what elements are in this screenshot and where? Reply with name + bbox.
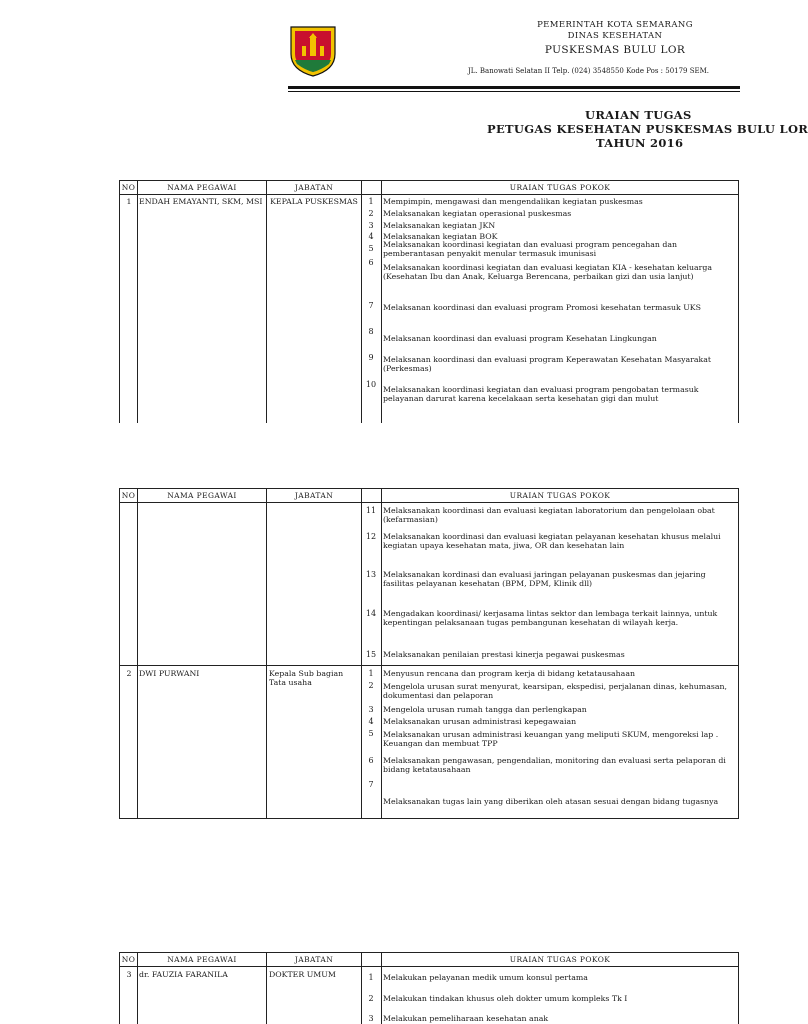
- task-text: Melaksanakan penilaian prestasi kinerja pegawai puskesmas: [383, 650, 625, 659]
- task-text: Melaksanakan kegiatan BOK: [383, 232, 498, 241]
- task-number: 3: [368, 1014, 374, 1023]
- task-number: 12: [365, 532, 377, 541]
- task-number: 10: [365, 380, 377, 389]
- task-number: 15: [365, 650, 377, 659]
- header-address: JL. Banowati Selatan II Telp. (024) 3548550 Kode Pos : 50179 SEM.: [468, 67, 710, 75]
- task-text: Melaksanakan koordinasi kegiatan dan evaluasi kegiatan KIA - kesehatan keluarga (Kesehatan Ibu dan Anak, Keluarga Berencana, perbaikan gizi dan usia lanjut): [383, 263, 712, 282]
- duty-table-3: [119, 952, 739, 1024]
- task-text: Melaksanakan koordinasi dan evaluasi kegiatan pelayanan kesehatan khusus melalui kegiatan upaya kesehatan mata, jiwa, OR dan kesehatan lain: [383, 532, 721, 551]
- task-number: 13: [365, 570, 377, 579]
- col-header-no: NO: [121, 183, 136, 192]
- col-header-jabatan: JABATAN: [294, 491, 334, 500]
- table-header: [120, 489, 738, 503]
- task-text: Melakukan pelayanan medik umum konsul pertama: [383, 973, 588, 982]
- task-text: Melaksanan koordinasi dan evaluasi program Promosi kesehatan termasuk UKS: [383, 303, 701, 312]
- col-header-nama: NAMA PEGAWAI: [167, 491, 237, 500]
- col-header-nama: NAMA PEGAWAI: [167, 183, 237, 192]
- task-text: Mengadakan koordinasi/ kerjasama lintas sektor dan lembaga terkait lainnya, untuk kepentingan pelaksanaan tugas pembangunan kesehatan di wilayah kerja.: [383, 609, 718, 628]
- task-number: 9: [368, 353, 374, 362]
- city-crest-logo: [288, 24, 338, 78]
- task-text: Melaksanakan urusan administrasi keuangan yang meliputi SKUM, mengoreksi lap . Keuangan dan membuat TPP: [383, 730, 719, 749]
- task-number: 3: [368, 705, 374, 714]
- row-no: 3: [126, 970, 132, 979]
- col-header-nama: NAMA PEGAWAI: [167, 955, 237, 964]
- task-number: 4: [368, 232, 374, 241]
- task-text: Melaksanan koordinasi dan evaluasi program Kesehatan Lingkungan: [383, 334, 657, 343]
- task-text: Melaksanakan koordinasi dan evaluasi kegiatan laboratorium dan pengelolaan obat (kefarmasian): [383, 506, 715, 525]
- table-header: [120, 953, 738, 967]
- task-number: 14: [365, 609, 377, 618]
- task-text: Melaksanakan urusan administrasi kepegawaian: [383, 717, 577, 726]
- task-number: 3: [368, 221, 374, 230]
- row-nama: dr. FAUZIA FARANILA: [139, 970, 228, 979]
- task-text: Melaksanakan kegiatan JKN: [383, 221, 496, 230]
- task-text: Melaksanakan kegiatan operasional puskesmas: [383, 209, 572, 218]
- task-text: Mengelola urusan surat menyurat, kearsipan, ekspedisi, perjalanan dinas, kehumasan, dokumentasi dan pelaporan: [383, 682, 727, 701]
- duty-table-2: [119, 488, 739, 819]
- doc-title: URAIAN TUGAS: [585, 108, 692, 122]
- doc-year: TAHUN 2016: [596, 136, 684, 150]
- header-rule-thick: [288, 86, 740, 89]
- task-text: Melaksanan koordinasi dan evaluasi program Keperawatan Kesehatan Masyarakat (Perkesmas): [383, 355, 712, 374]
- col-header-jabatan: JABATAN: [294, 183, 334, 192]
- col-header-uraian: URAIAN TUGAS POKOK: [509, 183, 611, 192]
- row-jabatan: KEPALA PUSKESMAS: [270, 197, 358, 206]
- row-jabatan: Kepala Sub bagian Tata usaha: [269, 669, 344, 687]
- task-text: Melakukan pemeliharaan kesehatan anak: [383, 1014, 549, 1023]
- row-nama: DWI PURWANI: [139, 669, 200, 678]
- row-no: 1: [126, 197, 132, 206]
- task-number: 5: [368, 244, 374, 253]
- task-number: 7: [368, 780, 374, 789]
- row-nama: ENDAH EMAYANTI, SKM, MSI: [139, 197, 263, 206]
- task-text: Melakukan tindakan khusus oleh dokter umum kompleks Tk I: [383, 994, 628, 1003]
- table-header: [120, 181, 738, 195]
- header-government: PEMERINTAH KOTA SEMARANG: [537, 20, 693, 30]
- doc-subtitle: PETUGAS KESEHATAN PUSKESMAS BULU LOR: [487, 122, 808, 136]
- task-text: Mengelola urusan rumah tangga dan perlengkapan: [383, 705, 587, 714]
- col-header-jabatan: JABATAN: [294, 955, 334, 964]
- row-no: 2: [126, 669, 132, 678]
- row-jabatan: DOKTER UMUM: [269, 970, 336, 979]
- task-number: 4: [368, 717, 374, 726]
- task-text: Melaksanakan tugas lain yang diberikan oleh atasan sesuai dengan bidang tugasnya: [383, 797, 719, 806]
- task-text: Melaksanakan pengawasan, pengendalian, monitoring dan evaluasi serta pelaporan di bidang ketatausahaan: [383, 756, 726, 775]
- task-number: 1: [368, 669, 374, 678]
- task-number: 7: [368, 301, 374, 310]
- col-header-no: NO: [121, 491, 136, 500]
- task-text: Menyusun rencana dan program kerja di bidang ketatausahaan: [383, 669, 635, 678]
- task-number: 6: [368, 258, 374, 267]
- task-text: Mempimpin, mengawasi dan mengendalikan kegiatan puskesmas: [383, 197, 643, 206]
- task-number: 11: [365, 506, 377, 515]
- task-number: 8: [368, 327, 374, 336]
- header-rule-thin: [288, 91, 740, 92]
- task-text: Melaksanakan koordinasi kegiatan dan evaluasi program pencegahan dan pemberantasan penyakit menular termasuk imunisasi: [383, 240, 678, 258]
- col-header-no: NO: [121, 955, 136, 964]
- task-number: 2: [368, 994, 374, 1003]
- task-text: Melaksanakan kordinasi dan evaluasi jaringan pelayanan puskesmas dan jejaring fasilitas pelayanan kesehatan (BPM, DPM, Klinik dll): [383, 570, 706, 589]
- task-number: 5: [368, 729, 374, 738]
- header-agency: DINAS KESEHATAN: [567, 31, 663, 41]
- col-header-uraian: URAIAN TUGAS POKOK: [509, 955, 611, 964]
- task-number: 2: [368, 209, 374, 218]
- task-number: 1: [368, 197, 374, 206]
- task-number: 1: [368, 973, 374, 982]
- header-facility: PUSKESMAS BULU LOR: [544, 44, 686, 56]
- duty-table-1: [119, 180, 739, 423]
- col-header-uraian: URAIAN TUGAS POKOK: [509, 491, 611, 500]
- task-number: 2: [368, 681, 374, 690]
- task-number: 6: [368, 756, 374, 765]
- task-text: Melaksanakan koordinasi kegiatan dan evaluasi program pengobatan termasuk pelayanan darurat karena kecelakaan serta kesehatan gigi dan mulut: [383, 385, 699, 404]
